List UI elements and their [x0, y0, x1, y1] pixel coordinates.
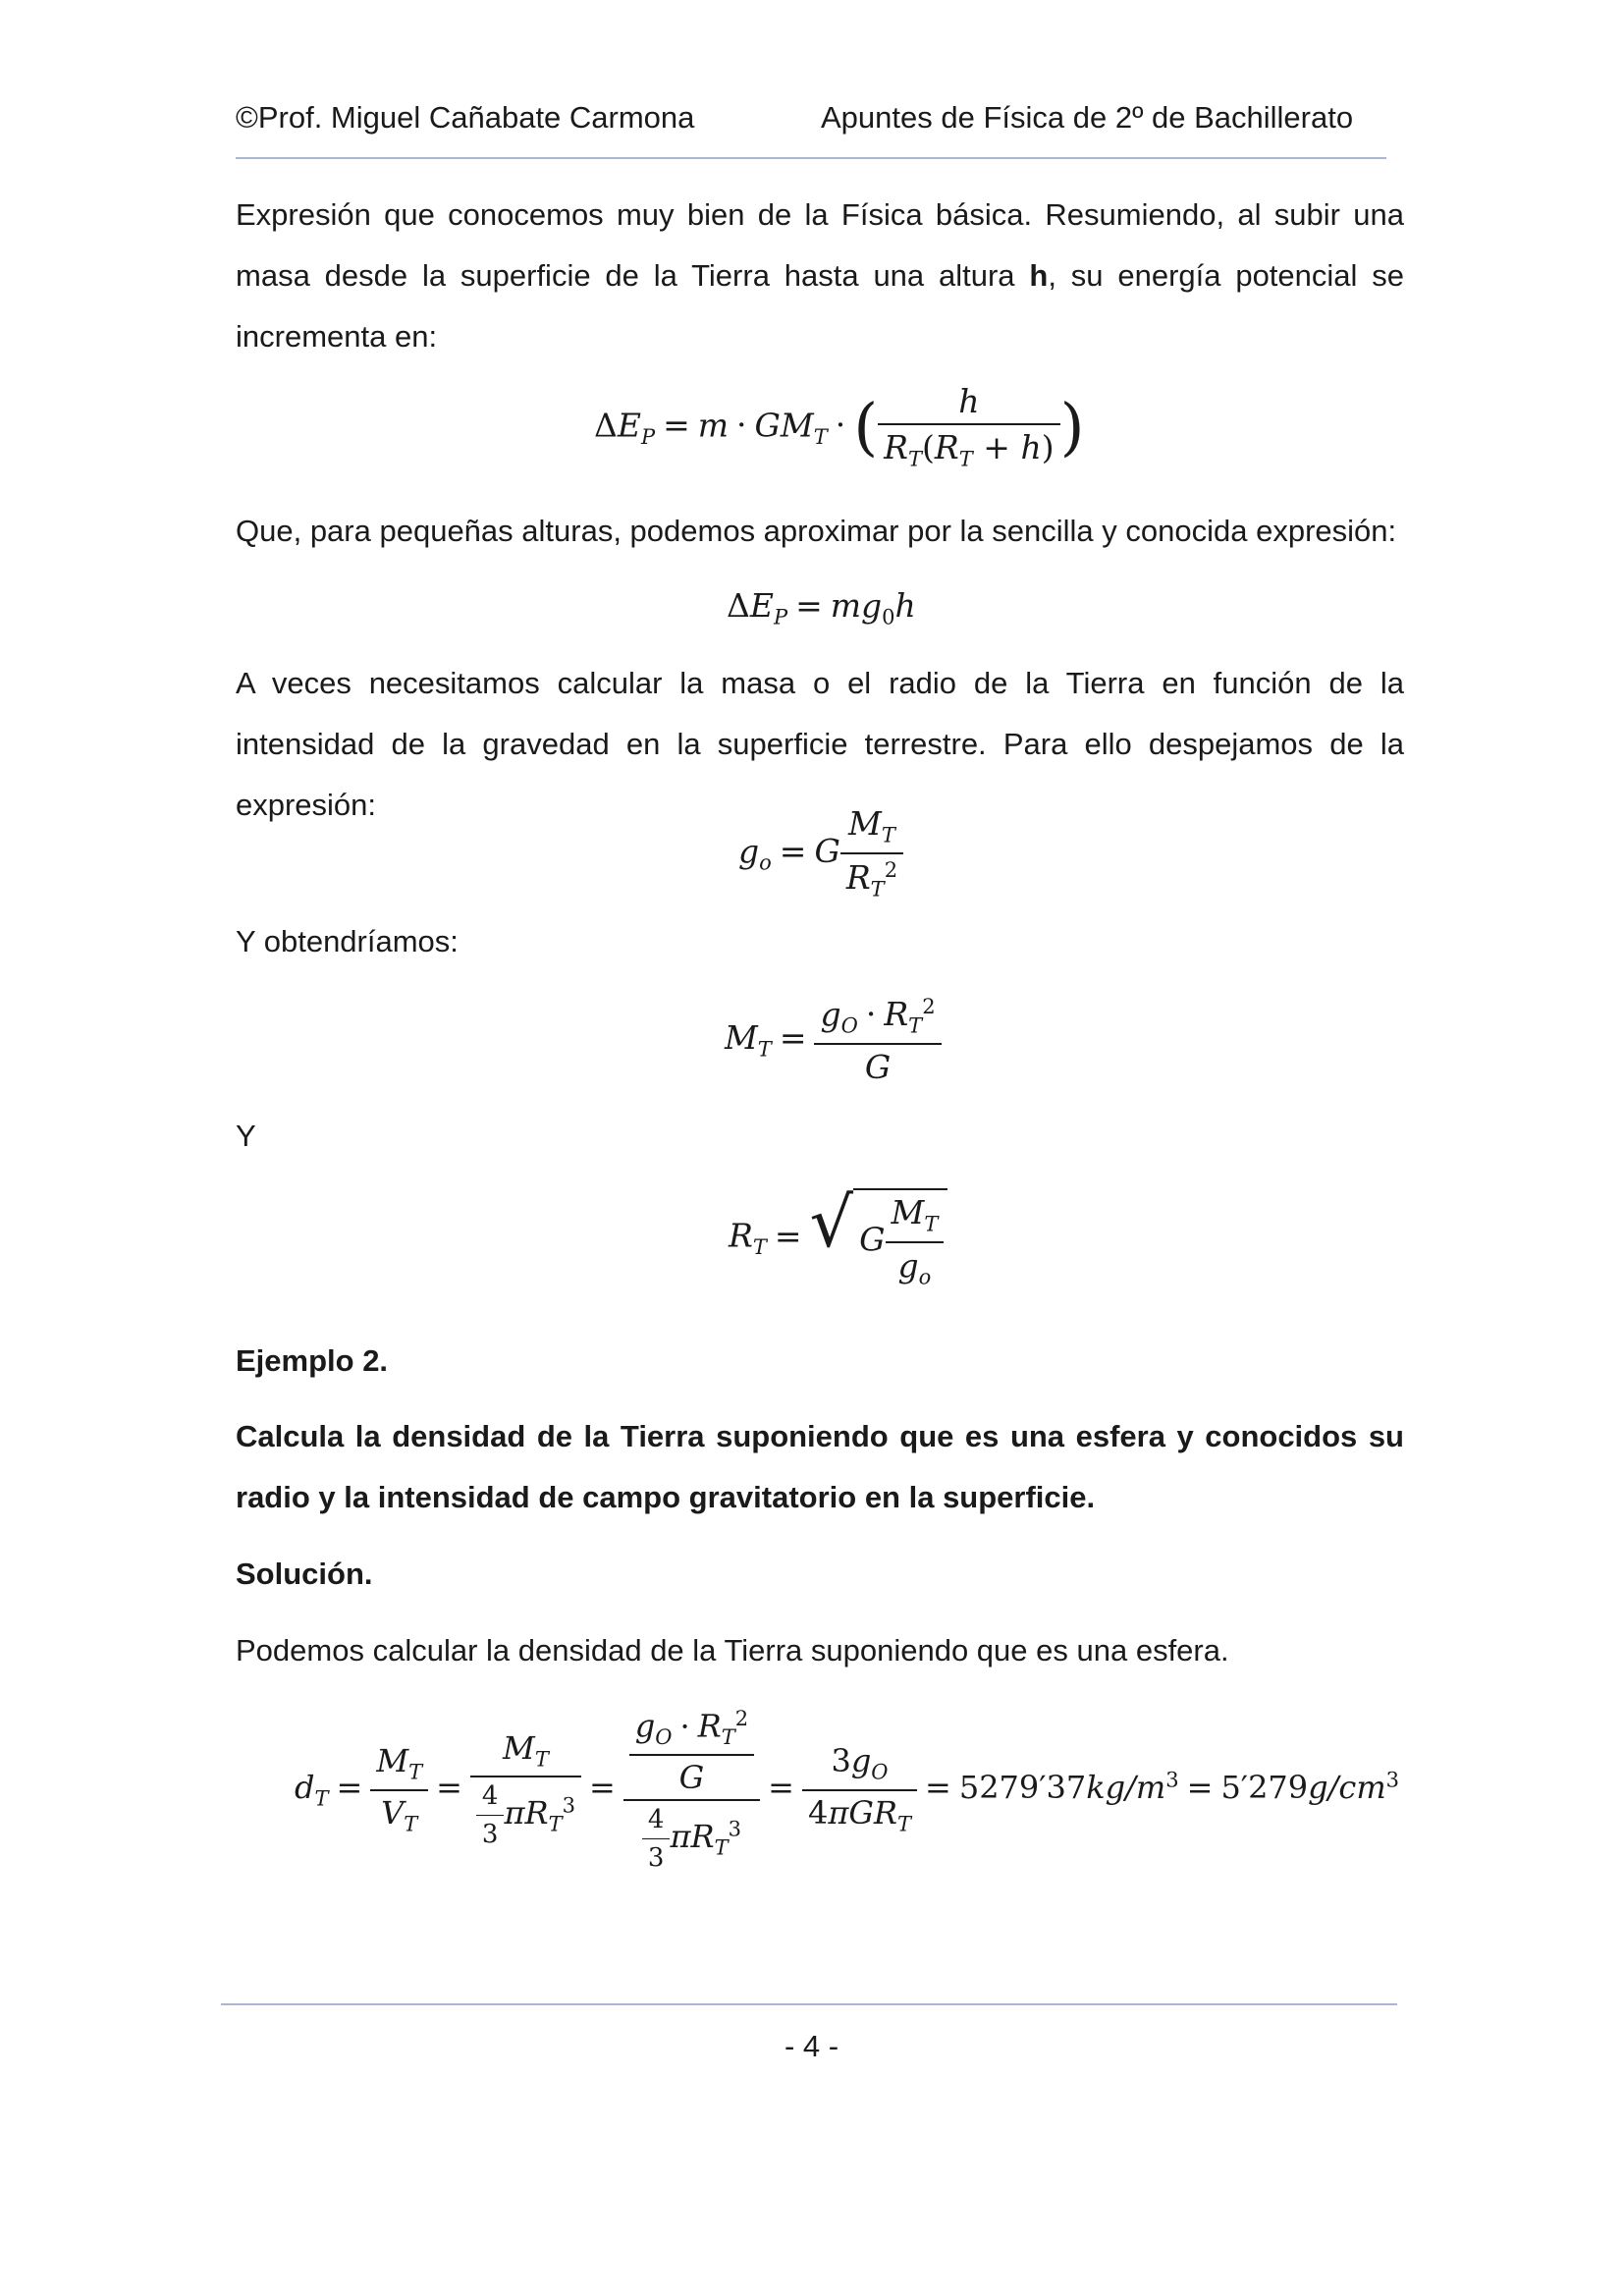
equation-go: $g_o = G$ $\frac{M_T}{R_T^2}$ [738, 807, 903, 900]
example-title: Ejemplo 2. [236, 1343, 389, 1378]
density-value-g: 5′279 [1220, 1769, 1309, 1807]
paragraph-intro-text-b: , su energía potencial se incrementa en: [236, 258, 1404, 354]
example-statement [236, 1406, 1404, 1528]
equation-delta-ep-exact: $\Delta E_P = m \cdot GM_T$ · ( $\frac{h}{R_T(R_T + h)}$ ) [594, 382, 1085, 471]
example-statement-text: Calcula la densidad de la Tierra suponiendo que es una esfera y conocidos su radio y la intensidad de campo gravitatorio en la superficie. [236, 1419, 1404, 1514]
equation-delta-ep-approx: $\Delta E_P = mg_0h$ [727, 586, 916, 629]
page-number: - 4 - [784, 2029, 839, 2063]
solution-title: Solución. [236, 1557, 373, 1591]
header-course: Apuntes de Física de 2º de Bachillerato [821, 100, 1354, 135]
header-divider [236, 157, 1386, 159]
equation-radius-earth: $R_T$ = √ G $\frac{M_T}{g_o}$ [729, 1188, 947, 1287]
paragraph-approximation: Que, para pequeñas alturas, podemos aproximar por la sencilla y conocida expresión: [236, 514, 1397, 548]
paragraph-y: Y [236, 1119, 256, 1153]
equation-density: $d_T$ = $\frac{M_T}{V_T}$ = $M_T$ $\frac{4}{3}$ $\pi R_T^3$ = $\frac{g_O \cdot R_T^2}{G}$ $\frac{4}{3}$ $\pi R_T^3$ = $\frac{3g_O}{4\pi GR_T}$ = $5279'37kg/m^3 = 5'279g/cm^3$ [295, 1707, 1400, 1874]
page-header [236, 98, 1384, 137]
paragraph-solution: Podemos calcular la densidad de la Tierra suponiendo que es una esfera. [236, 1633, 1229, 1667]
paragraph-intro [236, 185, 1404, 367]
header-author: ©Prof. Miguel Cañabate Carmona [236, 100, 695, 135]
paragraph-obtain: Y obtendríamos: [236, 924, 459, 958]
paragraph-intro-bold-h: h [1029, 258, 1049, 293]
equation-mass-earth: $M_T$ = $\frac{g_O \cdot R_T^2}{G}$ [725, 997, 942, 1083]
paragraph-intro-text-a: Expresión que conocemos muy bien de la Física básica. Resumiendo, al subir una masa desde la superficie de la Tierra hasta una altura [236, 197, 1404, 293]
footer-divider [221, 2003, 1397, 2005]
paragraph-mass-radius: A veces necesitamos calcular la masa o el radio de la Tierra en función de la intensidad de la gravedad en la superficie terrestre. Para ello despejamos de la expresión: [236, 666, 1404, 822]
density-value-kg: 5279′37 [958, 1769, 1087, 1807]
